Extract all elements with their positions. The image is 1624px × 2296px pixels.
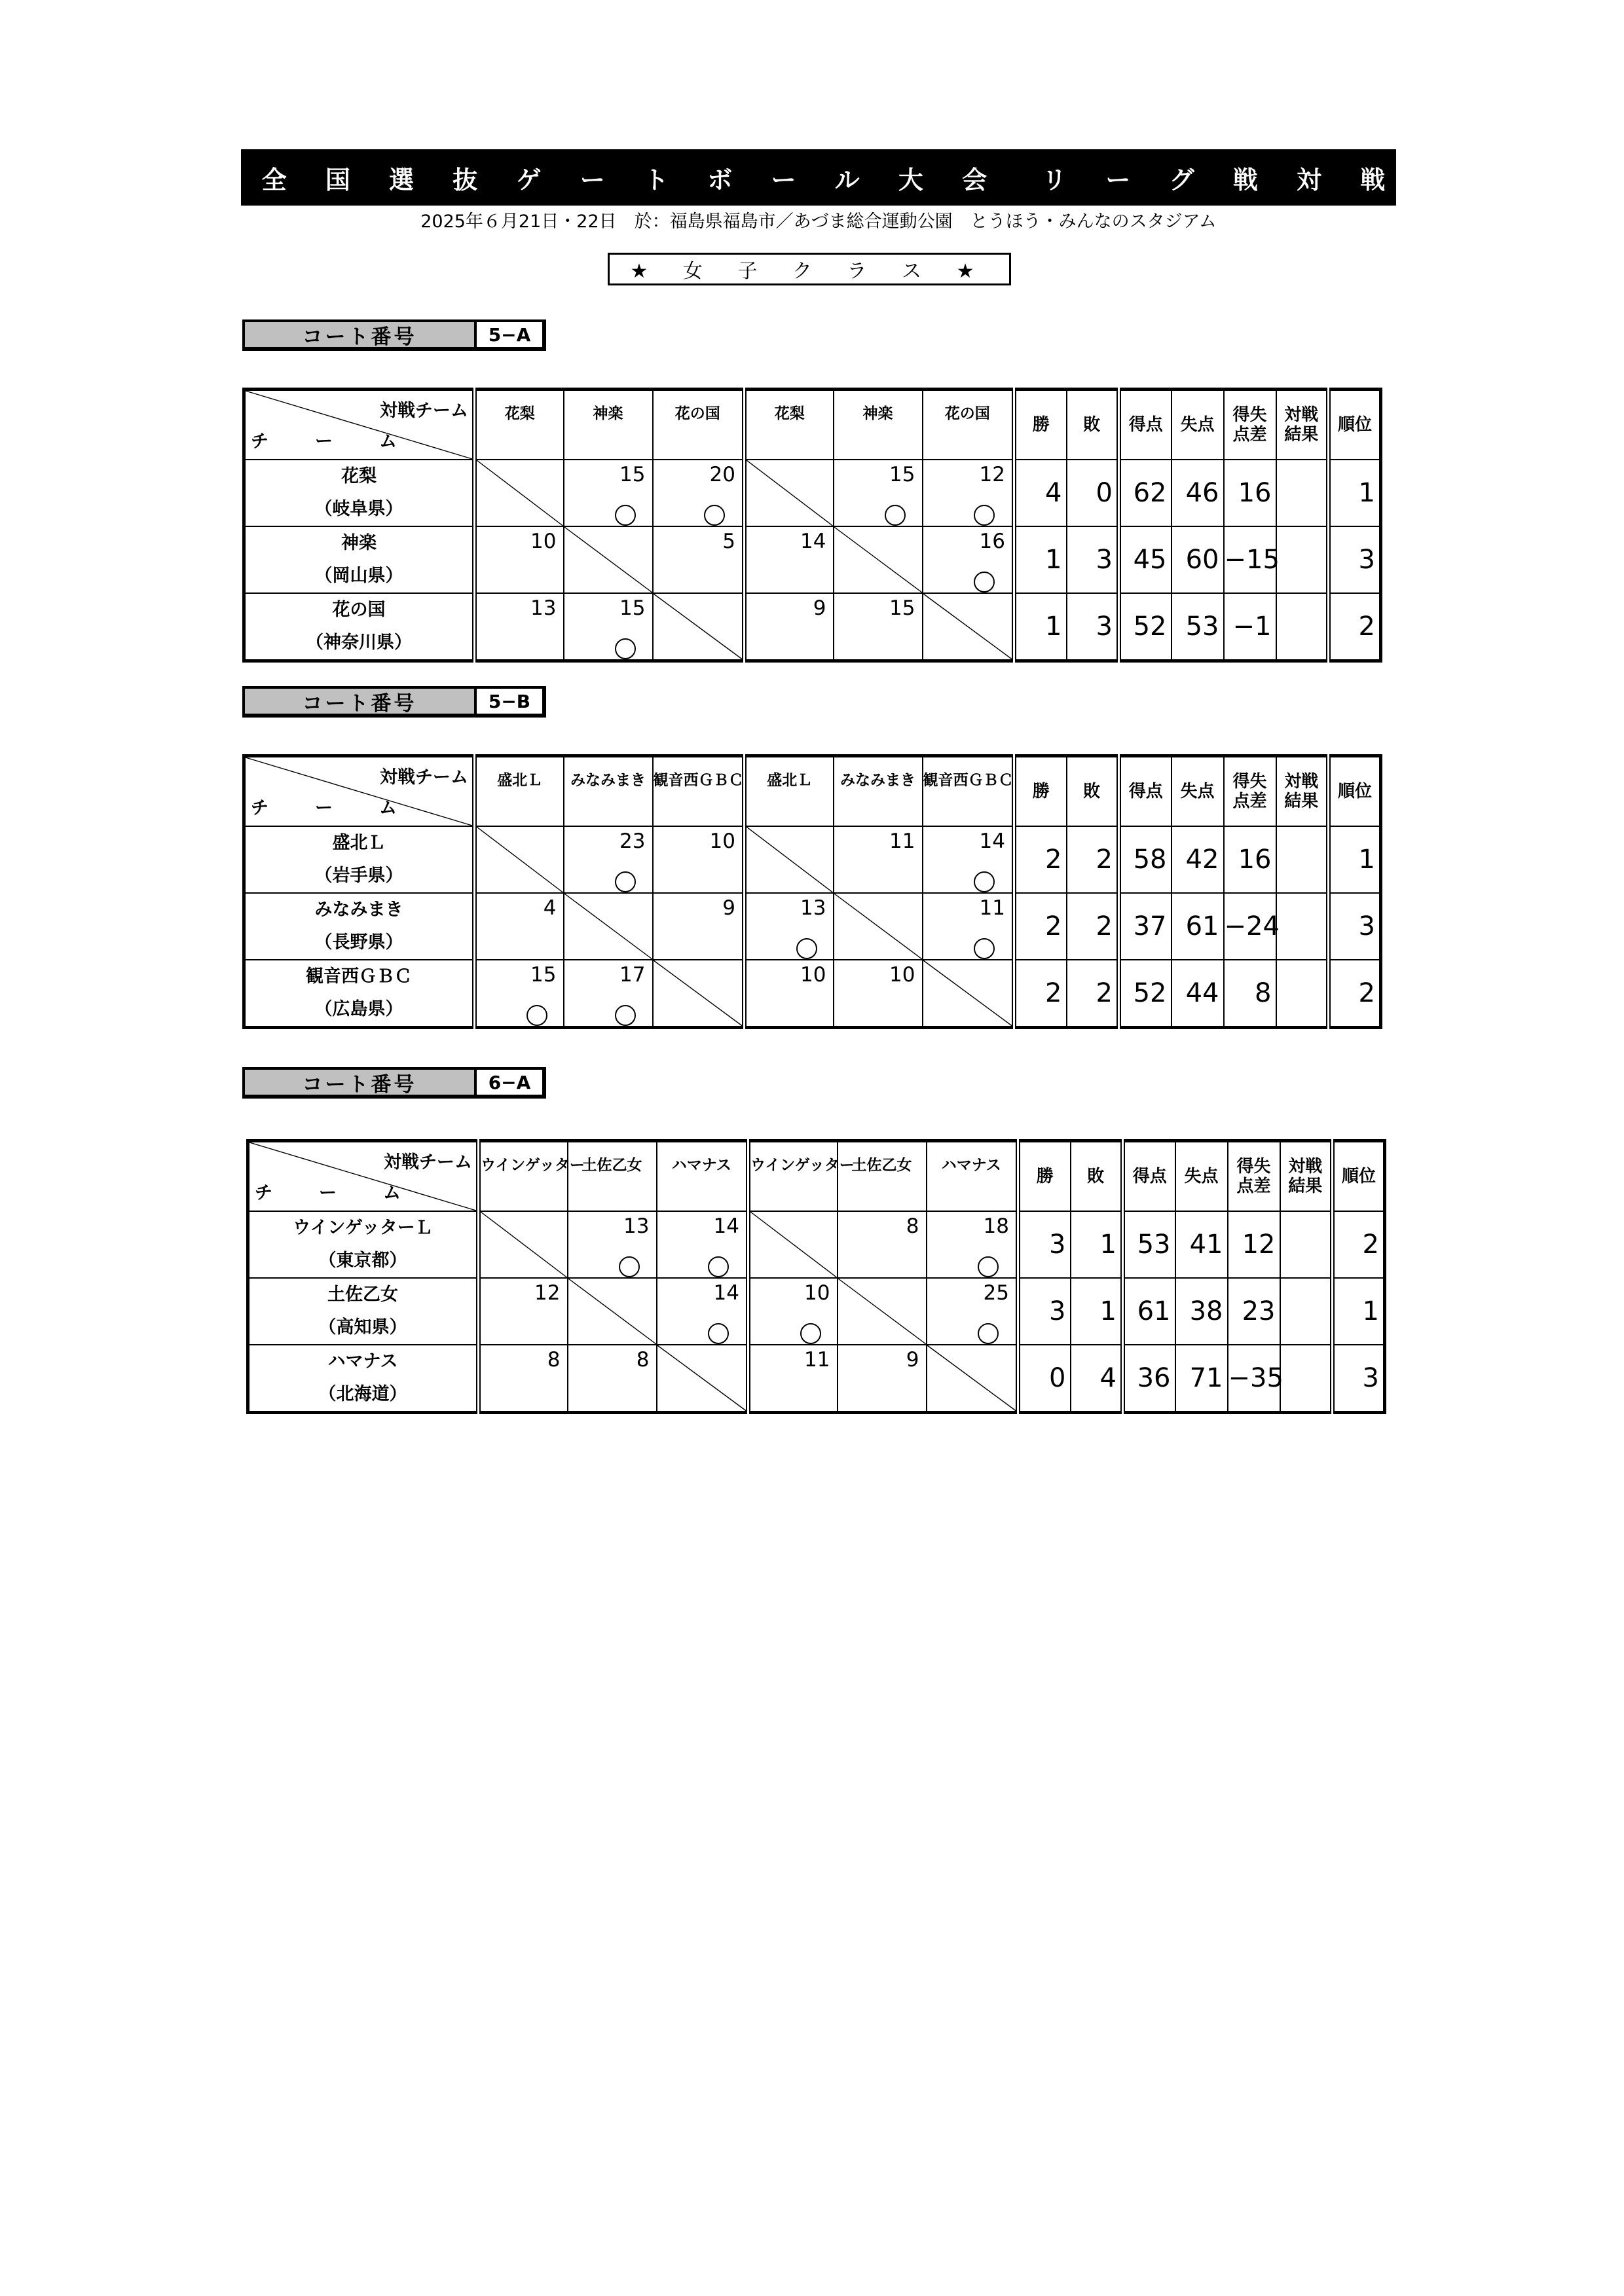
diff-header: 得失 点差: [1224, 390, 1276, 460]
court-label: [242, 686, 546, 718]
rank-value: 2: [1329, 960, 1381, 1028]
table-row: [244, 460, 1381, 526]
rank-value: 1: [1329, 826, 1381, 893]
diagonal-line: [654, 960, 743, 1026]
team-name: 観音西ＧＢＣ: [306, 966, 412, 987]
score-cell: [475, 593, 564, 661]
wins-value: 3: [1018, 1278, 1071, 1345]
score-cell: [564, 593, 653, 661]
score-value: 10: [804, 1281, 830, 1305]
win-circle-icon: [974, 871, 995, 892]
team-prefecture: （広島県）: [314, 999, 403, 1019]
team-name: ハマナス: [327, 1351, 398, 1372]
points-for-value: 53: [1123, 1211, 1175, 1278]
diagonal-line: [750, 1212, 837, 1277]
diff-value: −24: [1224, 893, 1276, 960]
score-cell: [475, 460, 564, 526]
losses-value: 2: [1067, 893, 1119, 960]
result-value: [1276, 893, 1329, 960]
opponent-team-label: 対戦チーム: [384, 1152, 472, 1173]
diagonal-line: [481, 1212, 567, 1277]
win-circle-icon: [708, 1323, 729, 1344]
score-value: 13: [800, 896, 826, 920]
diagonal-line: [564, 894, 652, 959]
score-cell: [475, 826, 564, 893]
score-cell: [479, 1278, 568, 1345]
score-value: 9: [813, 596, 826, 620]
opponent-header: 盛北Ｌ: [745, 756, 834, 827]
points-against-header: 失点: [1172, 756, 1224, 827]
score-cell: [568, 1211, 657, 1278]
win-circle-icon: [708, 1256, 729, 1277]
score-cell: [834, 960, 923, 1028]
wins-header: 勝: [1018, 1141, 1071, 1212]
win-circle-icon: [704, 505, 725, 526]
score-value: 8: [636, 1348, 650, 1372]
class-label: ★ 女 子 ク ラ ス ★: [608, 253, 1011, 285]
losses-header: 敗: [1071, 1141, 1123, 1212]
score-value: 15: [619, 596, 646, 620]
team-name-cell: [244, 526, 475, 593]
score-value: 5: [722, 530, 735, 553]
points-against-header: 失点: [1172, 390, 1224, 460]
score-cell: [834, 826, 923, 893]
score-cell: [475, 960, 564, 1028]
team-prefecture: （北海道）: [318, 1384, 407, 1404]
score-value: 12: [979, 463, 1005, 486]
opponent-header: 土佐乙女: [568, 1141, 657, 1212]
losses-header: 敗: [1067, 390, 1119, 460]
team-label: チ ー ム: [255, 1183, 415, 1203]
diagonal-line: [927, 1345, 1016, 1411]
team-prefecture: （東京都）: [318, 1250, 407, 1271]
wins-value: 2: [1014, 893, 1067, 960]
league-table: [246, 1139, 1386, 1414]
diff-header: 得失 点差: [1228, 1141, 1280, 1212]
result-value: [1276, 960, 1329, 1028]
diff-value: 8: [1224, 960, 1276, 1028]
table-row: [244, 893, 1381, 960]
score-value: 8: [547, 1348, 561, 1372]
court-label-text: コート番号: [245, 689, 477, 714]
losses-header: 敗: [1067, 756, 1119, 827]
opponent-header: 観音西ＧＢＣ: [923, 756, 1014, 827]
losses-value: 0: [1067, 460, 1119, 526]
points-against-value: 44: [1172, 960, 1224, 1028]
score-cell: [838, 1211, 927, 1278]
score-value: 16: [979, 530, 1005, 553]
rank-header: 順位: [1329, 756, 1381, 827]
wins-value: 1: [1014, 593, 1067, 661]
score-cell: [653, 893, 745, 960]
team-label: チ ー ム: [251, 798, 411, 818]
team-name-cell: [248, 1278, 479, 1345]
result-header: 対戦 結果: [1276, 390, 1329, 460]
team-prefecture: （長野県）: [314, 932, 403, 953]
score-cell: [564, 526, 653, 593]
win-circle-icon: [978, 1256, 999, 1277]
header-row: [244, 390, 1381, 460]
score-cell: [838, 1345, 927, 1413]
score-cell: [927, 1345, 1018, 1413]
points-for-header: 得点: [1119, 390, 1172, 460]
points-against-value: 53: [1172, 593, 1224, 661]
score-cell: [923, 460, 1014, 526]
rank-value: 3: [1333, 1345, 1385, 1413]
losses-value: 3: [1067, 593, 1119, 661]
result-value: [1276, 526, 1329, 593]
score-cell: [564, 826, 653, 893]
score-cell: [927, 1211, 1018, 1278]
diff-value: −1: [1224, 593, 1276, 661]
team-prefecture: （岐阜県）: [314, 499, 403, 519]
points-for-value: 58: [1119, 826, 1172, 893]
event-subtitle: 2025年６月21日・22日 於：福島県福島市／あづま総合運動公園 とうほう・みんなのスタジアム: [420, 211, 1217, 232]
opponent-header: 花の国: [923, 390, 1014, 460]
points-for-value: 37: [1119, 893, 1172, 960]
points-against-value: 71: [1175, 1345, 1228, 1413]
score-cell: [479, 1345, 568, 1413]
score-cell: [564, 460, 653, 526]
diff-value: 16: [1224, 460, 1276, 526]
points-for-header: 得点: [1119, 756, 1172, 827]
win-circle-icon: [974, 572, 995, 592]
diagonal-line: [747, 460, 833, 526]
rank-value: 1: [1333, 1278, 1385, 1345]
score-cell: [745, 826, 834, 893]
score-cell: [657, 1211, 748, 1278]
score-cell: [745, 526, 834, 593]
diagonal-line: [657, 1345, 747, 1411]
score-value: 15: [889, 596, 915, 620]
win-circle-icon: [615, 505, 636, 526]
losses-value: 2: [1067, 960, 1119, 1028]
result-value: [1276, 593, 1329, 661]
points-for-header: 得点: [1123, 1141, 1175, 1212]
diff-value: 16: [1224, 826, 1276, 893]
score-cell: [923, 826, 1014, 893]
score-value: 11: [804, 1348, 830, 1372]
diagonal-line: [834, 527, 922, 592]
table-row: [244, 526, 1381, 593]
team-name: 盛北Ｌ: [332, 833, 386, 853]
opponent-header: みなみまき: [834, 756, 923, 827]
score-value: 17: [619, 963, 646, 987]
league-table: [242, 754, 1382, 1029]
opponent-header: 観音西ＧＢＣ: [653, 756, 745, 827]
score-value: 20: [709, 463, 735, 486]
score-cell: [564, 893, 653, 960]
header-corner: [244, 390, 475, 460]
score-value: 10: [709, 829, 735, 853]
table-row: [244, 826, 1381, 893]
score-cell: [834, 893, 923, 960]
opponent-header: 花梨: [745, 390, 834, 460]
score-value: 4: [543, 896, 557, 920]
win-circle-icon: [615, 1005, 636, 1026]
score-value: 10: [889, 963, 915, 987]
opponent-header: ウインゲッター: [479, 1141, 568, 1212]
diff-value: 12: [1228, 1211, 1280, 1278]
score-cell: [923, 526, 1014, 593]
points-against-value: 42: [1172, 826, 1224, 893]
score-cell: [745, 893, 834, 960]
opponent-header: 神楽: [564, 390, 653, 460]
wins-value: 3: [1018, 1211, 1071, 1278]
header-row: [248, 1141, 1385, 1212]
score-cell: [475, 893, 564, 960]
score-cell: [834, 526, 923, 593]
rank-header: 順位: [1329, 390, 1381, 460]
score-value: 18: [983, 1214, 1009, 1238]
opponent-team-label: 対戦チーム: [380, 401, 468, 421]
wins-value: 2: [1014, 960, 1067, 1028]
table-row: [248, 1345, 1385, 1413]
losses-value: 2: [1067, 826, 1119, 893]
opponent-header: 盛北Ｌ: [475, 756, 564, 827]
team-name: 花の国: [332, 600, 386, 620]
result-header: 対戦 結果: [1276, 756, 1329, 827]
score-cell: [653, 593, 745, 661]
rank-value: 3: [1329, 526, 1381, 593]
table-row: [244, 960, 1381, 1028]
losses-value: 1: [1071, 1278, 1123, 1345]
diff-value: 23: [1228, 1278, 1280, 1345]
opponent-header: 花の国: [653, 390, 745, 460]
rank-header: 順位: [1333, 1141, 1385, 1212]
court-label-text: コート番号: [245, 1070, 477, 1095]
points-for-value: 61: [1123, 1278, 1175, 1345]
score-cell: [479, 1211, 568, 1278]
score-value: 14: [979, 829, 1005, 853]
rank-value: 3: [1329, 893, 1381, 960]
rank-value: 2: [1333, 1211, 1385, 1278]
team-prefecture: （岡山県）: [314, 566, 403, 586]
court-label: [242, 319, 546, 351]
score-cell: [745, 593, 834, 661]
diagonal-line: [923, 960, 1012, 1026]
rank-value: 2: [1329, 593, 1381, 661]
opponent-header: 花梨: [475, 390, 564, 460]
diff-value: −15: [1224, 526, 1276, 593]
team-name: ウインゲッターＬ: [293, 1218, 433, 1238]
score-cell: [923, 893, 1014, 960]
rank-value: 1: [1329, 460, 1381, 526]
diagonal-line: [477, 827, 563, 892]
result-value: [1280, 1278, 1333, 1345]
opponent-header: ハマナス: [657, 1141, 748, 1212]
wins-header: 勝: [1014, 390, 1067, 460]
score-cell: [748, 1345, 838, 1413]
points-against-header: 失点: [1175, 1141, 1228, 1212]
team-name: 土佐乙女: [327, 1285, 398, 1305]
opponent-header: 土佐乙女: [838, 1141, 927, 1212]
result-value: [1276, 460, 1329, 526]
court-label: [242, 1067, 546, 1099]
score-value: 10: [800, 963, 826, 987]
score-value: 9: [906, 1348, 919, 1372]
points-against-value: 41: [1175, 1211, 1228, 1278]
points-for-value: 52: [1119, 960, 1172, 1028]
win-circle-icon: [974, 938, 995, 959]
score-value: 10: [530, 530, 557, 553]
team-name-cell: [248, 1345, 479, 1413]
wins-value: 2: [1014, 826, 1067, 893]
team-name-cell: [244, 593, 475, 661]
losses-value: 4: [1071, 1345, 1123, 1413]
points-against-value: 61: [1172, 893, 1224, 960]
court-number: 5−A: [488, 323, 531, 346]
win-circle-icon: [796, 938, 817, 959]
result-value: [1280, 1345, 1333, 1413]
diagonal-line: [834, 894, 922, 959]
wins-header: 勝: [1014, 756, 1067, 827]
team-label: チ ー ム: [251, 431, 411, 452]
score-cell: [927, 1278, 1018, 1345]
header-corner: [244, 756, 475, 827]
table-row: [244, 593, 1381, 661]
score-cell: [834, 593, 923, 661]
losses-value: 1: [1071, 1211, 1123, 1278]
table-row: [248, 1278, 1385, 1345]
score-cell: [564, 960, 653, 1028]
page-title: 第 40 回 全 国 選 抜 ゲ ー ト ボ ー ル 大 会 リ ー グ 戦 対 戦 成 績 表: [241, 149, 1396, 206]
score-value: 15: [889, 463, 915, 486]
court-label-text: コート番号: [245, 322, 477, 347]
score-cell: [923, 960, 1014, 1028]
diagonal-line: [923, 594, 1012, 659]
score-cell: [568, 1345, 657, 1413]
opponent-header: みなみまき: [564, 756, 653, 827]
score-cell: [653, 960, 745, 1028]
score-cell: [923, 593, 1014, 661]
points-against-value: 60: [1172, 526, 1224, 593]
team-name: 花梨: [341, 466, 377, 486]
league-table: [242, 388, 1382, 663]
team-name-cell: [244, 460, 475, 526]
diagonal-line: [838, 1279, 926, 1344]
result-value: [1276, 826, 1329, 893]
win-circle-icon: [526, 1005, 547, 1026]
win-circle-icon: [619, 1256, 640, 1277]
score-value: 11: [889, 829, 915, 853]
court-number: 6−A: [488, 1071, 531, 1093]
result-value: [1280, 1211, 1333, 1278]
points-for-value: 45: [1119, 526, 1172, 593]
score-cell: [657, 1278, 748, 1345]
score-cell: [653, 826, 745, 893]
score-value: 14: [713, 1214, 739, 1238]
diagonal-line: [568, 1279, 656, 1344]
wins-value: 1: [1014, 526, 1067, 593]
team-name: 神楽: [341, 533, 377, 553]
score-value: 15: [530, 963, 557, 987]
header-corner: [248, 1141, 479, 1212]
score-value: 11: [979, 896, 1005, 920]
win-circle-icon: [885, 505, 906, 526]
score-value: 9: [722, 896, 735, 920]
diagonal-line: [477, 460, 563, 526]
win-circle-icon: [974, 505, 995, 526]
team-prefecture: （高知県）: [318, 1317, 407, 1338]
win-circle-icon: [615, 638, 636, 659]
diagonal-line: [654, 594, 743, 659]
score-cell: [568, 1278, 657, 1345]
team-name: みなみまき: [314, 900, 403, 920]
team-name-cell: [244, 960, 475, 1028]
team-name-cell: [244, 893, 475, 960]
score-value: 8: [906, 1214, 919, 1238]
score-cell: [748, 1278, 838, 1345]
score-cell: [657, 1345, 748, 1413]
points-for-value: 62: [1119, 460, 1172, 526]
result-header: 対戦 結果: [1280, 1141, 1333, 1212]
points-against-value: 46: [1172, 460, 1224, 526]
score-cell: [834, 460, 923, 526]
score-cell: [745, 460, 834, 526]
opponent-header: ウインゲッター: [748, 1141, 838, 1212]
score-value: 23: [619, 829, 646, 853]
score-value: 13: [623, 1214, 650, 1238]
win-circle-icon: [615, 871, 636, 892]
win-circle-icon: [978, 1323, 999, 1344]
wins-value: 4: [1014, 460, 1067, 526]
team-prefecture: （神奈川県）: [306, 632, 412, 653]
diagonal-line: [747, 827, 833, 892]
opponent-header: 神楽: [834, 390, 923, 460]
team-name-cell: [244, 826, 475, 893]
score-cell: [838, 1278, 927, 1345]
score-value: 15: [619, 463, 646, 486]
score-value: 12: [534, 1281, 561, 1305]
points-for-value: 52: [1119, 593, 1172, 661]
win-circle-icon: [800, 1323, 821, 1344]
points-against-value: 38: [1175, 1278, 1228, 1345]
team-prefecture: （岩手県）: [314, 866, 403, 886]
court-number: 5−B: [488, 690, 531, 712]
wins-value: 0: [1018, 1345, 1071, 1413]
score-cell: [653, 460, 745, 526]
score-cell: [653, 526, 745, 593]
opponent-header: ハマナス: [927, 1141, 1018, 1212]
header-row: [244, 756, 1381, 827]
score-value: 13: [530, 596, 557, 620]
score-cell: [745, 960, 834, 1028]
table-row: [248, 1211, 1385, 1278]
score-value: 14: [713, 1281, 739, 1305]
losses-value: 3: [1067, 526, 1119, 593]
team-name-cell: [248, 1211, 479, 1278]
diff-value: −35: [1228, 1345, 1280, 1413]
score-cell: [748, 1211, 838, 1278]
opponent-team-label: 対戦チーム: [380, 767, 468, 788]
score-value: 25: [983, 1281, 1009, 1305]
diff-header: 得失 点差: [1224, 756, 1276, 827]
score-value: 14: [800, 530, 826, 553]
points-for-value: 36: [1123, 1345, 1175, 1413]
diagonal-line: [564, 527, 652, 592]
score-cell: [475, 526, 564, 593]
